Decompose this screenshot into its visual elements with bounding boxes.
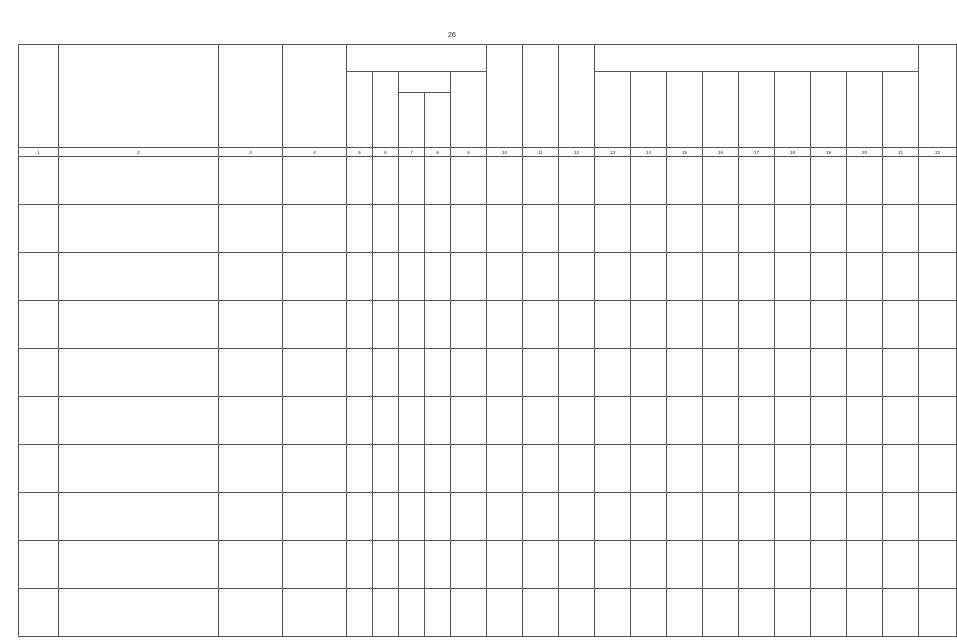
table-cell-col-19 (811, 541, 847, 589)
table-cell-col-7 (399, 253, 425, 301)
table-cell-col-19 (811, 349, 847, 397)
table-cell-col-17 (739, 541, 775, 589)
table-cell-col-9 (451, 349, 487, 397)
table-cell-col-1 (19, 397, 59, 445)
table-cell-col-20 (847, 253, 883, 301)
table-cell-col-20 (847, 349, 883, 397)
table-body (19, 157, 957, 637)
table-cell-col-6 (373, 589, 399, 637)
table-cell-col-20 (847, 157, 883, 205)
column-number-5: 5 (347, 148, 373, 157)
table-cell-col-9 (451, 301, 487, 349)
table-cell-col-15 (667, 205, 703, 253)
table-cell-col-18 (775, 541, 811, 589)
table-cell-col-7 (399, 301, 425, 349)
table-cell-col-5 (347, 205, 373, 253)
table-cell-col-8 (425, 541, 451, 589)
table-cell-col-8 (425, 349, 451, 397)
table-cell-col-11 (523, 589, 559, 637)
table-cell-col-4 (283, 397, 347, 445)
table-cell-col-15 (667, 349, 703, 397)
table-cell-col-13 (595, 445, 631, 493)
table-row (19, 301, 957, 349)
header-subgroup (399, 72, 451, 93)
table-cell-col-6 (373, 205, 399, 253)
table-cell-col-18 (775, 157, 811, 205)
table-cell-col-20 (847, 589, 883, 637)
table-cell-col-8 (425, 157, 451, 205)
table-cell-col-14 (631, 493, 667, 541)
table-cell-col-19 (811, 301, 847, 349)
table-cell-col-12 (559, 349, 595, 397)
table-cell-col-9 (451, 445, 487, 493)
table-cell-col-1 (19, 445, 59, 493)
column-number-11: 11 (523, 148, 559, 157)
table-cell-col-10 (487, 493, 523, 541)
table-cell-col-1 (19, 349, 59, 397)
table-cell-col-22 (919, 349, 957, 397)
column-number-21: 21 (883, 148, 919, 157)
table-cell-col-10 (487, 541, 523, 589)
table-cell-col-22 (919, 541, 957, 589)
table-cell-col-12 (559, 445, 595, 493)
header-cell-19 (811, 72, 847, 148)
table-cell-col-2 (59, 349, 219, 397)
column-number-8: 8 (425, 148, 451, 157)
investment-program-table (18, 44, 957, 637)
table-cell-col-21 (883, 541, 919, 589)
table-cell-col-3 (219, 301, 283, 349)
table-cell-col-10 (487, 301, 523, 349)
header-cell-5 (347, 72, 373, 148)
table-cell-col-22 (919, 493, 957, 541)
table-cell-col-3 (219, 541, 283, 589)
column-number-18: 18 (775, 148, 811, 157)
table-cell-col-14 (631, 397, 667, 445)
table-cell-col-21 (883, 157, 919, 205)
table-cell-col-12 (559, 589, 595, 637)
column-number-15: 15 (667, 148, 703, 157)
table-cell-col-15 (667, 253, 703, 301)
table-cell-col-3 (219, 349, 283, 397)
table-cell-col-15 (667, 301, 703, 349)
table-cell-col-13 (595, 205, 631, 253)
header-cell-20 (847, 72, 883, 148)
table-cell-col-2 (59, 493, 219, 541)
table-cell-col-1 (19, 493, 59, 541)
table-cell-col-17 (739, 397, 775, 445)
table-cell-col-13 (595, 301, 631, 349)
table-cell-col-10 (487, 205, 523, 253)
table-cell-col-17 (739, 445, 775, 493)
header-cell-4 (283, 45, 347, 148)
table-cell-col-10 (487, 157, 523, 205)
table-cell-col-11 (523, 205, 559, 253)
table-cell-col-6 (373, 301, 399, 349)
table-row (19, 397, 957, 445)
header-cell-11 (523, 45, 559, 148)
table-cell-col-16 (703, 301, 739, 349)
table-row (19, 589, 957, 637)
header-cell-7 (399, 93, 425, 148)
table-cell-col-18 (775, 205, 811, 253)
table-cell-col-18 (775, 349, 811, 397)
table-cell-col-9 (451, 253, 487, 301)
column-number-22: 22 (919, 148, 957, 157)
table-cell-col-22 (919, 253, 957, 301)
table-cell-col-6 (373, 445, 399, 493)
table-cell-col-1 (19, 589, 59, 637)
table-cell-col-19 (811, 157, 847, 205)
column-number-3: 3 (219, 148, 283, 157)
column-number-12: 12 (559, 148, 595, 157)
table-cell-col-17 (739, 253, 775, 301)
table-cell-col-14 (631, 253, 667, 301)
column-number-17: 17 (739, 148, 775, 157)
table-cell-col-3 (219, 205, 283, 253)
table-cell-col-6 (373, 349, 399, 397)
table-cell-col-14 (631, 301, 667, 349)
table-cell-col-2 (59, 205, 219, 253)
table-cell-col-5 (347, 301, 373, 349)
column-number-20: 20 (847, 148, 883, 157)
table-cell-col-1 (19, 541, 59, 589)
header-cell-12 (559, 45, 595, 148)
table-cell-col-18 (775, 493, 811, 541)
table-cell-col-17 (739, 157, 775, 205)
table-cell-col-6 (373, 541, 399, 589)
table-cell-col-15 (667, 397, 703, 445)
table-cell-col-7 (399, 493, 425, 541)
table-cell-col-18 (775, 397, 811, 445)
table-cell-col-16 (703, 205, 739, 253)
column-number-2: 2 (59, 148, 219, 157)
table-row (19, 205, 957, 253)
table-cell-col-4 (283, 157, 347, 205)
header-cell-21 (883, 72, 919, 148)
column-number-4: 4 (283, 148, 347, 157)
table-cell-col-5 (347, 589, 373, 637)
table-cell-col-15 (667, 589, 703, 637)
table-cell-col-13 (595, 397, 631, 445)
table-cell-col-8 (425, 493, 451, 541)
column-number-19: 19 (811, 148, 847, 157)
table-row (19, 445, 957, 493)
table-cell-col-4 (283, 301, 347, 349)
table-cell-col-16 (703, 397, 739, 445)
column-number-9: 9 (451, 148, 487, 157)
table-cell-col-2 (59, 445, 219, 493)
table-cell-col-2 (59, 541, 219, 589)
table-cell-col-6 (373, 397, 399, 445)
table-cell-col-17 (739, 301, 775, 349)
table-cell-col-4 (283, 541, 347, 589)
table-cell-col-2 (59, 157, 219, 205)
table-cell-col-3 (219, 397, 283, 445)
table-cell-col-4 (283, 205, 347, 253)
table-cell-col-21 (883, 589, 919, 637)
table-cell-col-11 (523, 445, 559, 493)
header-cell-8 (425, 93, 451, 148)
table-cell-col-16 (703, 493, 739, 541)
table-cell-col-8 (425, 253, 451, 301)
table-cell-col-2 (59, 589, 219, 637)
header-group-financing (595, 45, 919, 72)
table-cell-col-14 (631, 445, 667, 493)
table-cell-col-10 (487, 445, 523, 493)
table-cell-col-6 (373, 493, 399, 541)
table-row (19, 493, 957, 541)
table-cell-col-22 (919, 205, 957, 253)
header-group-technical (347, 45, 487, 72)
table-cell-col-12 (559, 541, 595, 589)
table-cell-col-14 (631, 157, 667, 205)
table-cell-col-17 (739, 205, 775, 253)
table-cell-col-12 (559, 205, 595, 253)
table-cell-col-21 (883, 397, 919, 445)
table-cell-col-16 (703, 589, 739, 637)
header-cell-6 (373, 72, 399, 148)
header-cell-22 (919, 45, 957, 148)
table-cell-col-21 (883, 349, 919, 397)
table-row (19, 253, 957, 301)
table-cell-col-7 (399, 589, 425, 637)
header-cell-16 (703, 72, 739, 148)
table-cell-col-1 (19, 301, 59, 349)
table-cell-col-13 (595, 493, 631, 541)
table-cell-col-5 (347, 349, 373, 397)
table-cell-col-9 (451, 589, 487, 637)
table-cell-col-22 (919, 589, 957, 637)
table-cell-col-20 (847, 541, 883, 589)
table-cell-col-22 (919, 445, 957, 493)
header-cell-14 (631, 72, 667, 148)
table-cell-col-8 (425, 301, 451, 349)
table-cell-col-2 (59, 301, 219, 349)
table-cell-col-20 (847, 445, 883, 493)
table-cell-col-18 (775, 589, 811, 637)
table-cell-col-13 (595, 253, 631, 301)
table-cell-col-10 (487, 397, 523, 445)
column-number-6: 6 (373, 148, 399, 157)
page-number: 26 (448, 32, 456, 39)
table-cell-col-22 (919, 301, 957, 349)
column-number-13: 13 (595, 148, 631, 157)
table-cell-col-15 (667, 157, 703, 205)
table-cell-col-16 (703, 253, 739, 301)
table-cell-col-18 (775, 445, 811, 493)
table-cell-col-4 (283, 589, 347, 637)
table-cell-col-20 (847, 493, 883, 541)
header-cell-10 (487, 45, 523, 148)
table-cell-col-5 (347, 493, 373, 541)
table-cell-col-19 (811, 445, 847, 493)
table-cell-col-11 (523, 253, 559, 301)
table-cell-col-2 (59, 253, 219, 301)
header-cell-3 (219, 45, 283, 148)
table-cell-col-16 (703, 445, 739, 493)
header-cell-17 (739, 72, 775, 148)
table-cell-col-12 (559, 253, 595, 301)
table-cell-col-4 (283, 253, 347, 301)
table-cell-col-5 (347, 157, 373, 205)
table-cell-col-5 (347, 541, 373, 589)
column-number-14: 14 (631, 148, 667, 157)
table-cell-col-3 (219, 493, 283, 541)
header-cell-9 (451, 72, 487, 148)
table-cell-col-20 (847, 301, 883, 349)
header-cell-18 (775, 72, 811, 148)
table-cell-col-5 (347, 397, 373, 445)
table-cell-col-19 (811, 589, 847, 637)
table-cell-col-15 (667, 541, 703, 589)
table-cell-col-11 (523, 493, 559, 541)
table-cell-col-14 (631, 589, 667, 637)
table-cell-col-12 (559, 493, 595, 541)
table-cell-col-16 (703, 541, 739, 589)
table-cell-col-15 (667, 445, 703, 493)
table-cell-col-12 (559, 397, 595, 445)
table-cell-col-5 (347, 253, 373, 301)
header-cell-2 (59, 45, 219, 148)
column-number-7: 7 (399, 148, 425, 157)
table-cell-col-10 (487, 349, 523, 397)
table-cell-col-11 (523, 157, 559, 205)
table-cell-col-20 (847, 397, 883, 445)
table-cell-col-12 (559, 301, 595, 349)
table-cell-col-18 (775, 301, 811, 349)
table-cell-col-3 (219, 253, 283, 301)
table-cell-col-13 (595, 157, 631, 205)
table-cell-col-9 (451, 493, 487, 541)
table-cell-col-21 (883, 493, 919, 541)
table-cell-col-13 (595, 589, 631, 637)
table-cell-col-17 (739, 589, 775, 637)
header-cell-15 (667, 72, 703, 148)
table-cell-col-7 (399, 445, 425, 493)
table-cell-col-4 (283, 349, 347, 397)
table-cell-col-17 (739, 493, 775, 541)
table-cell-col-9 (451, 541, 487, 589)
table-cell-col-7 (399, 397, 425, 445)
table-cell-col-4 (283, 445, 347, 493)
table-cell-col-10 (487, 589, 523, 637)
column-number-row (19, 148, 957, 157)
table-cell-col-21 (883, 445, 919, 493)
table-cell-col-17 (739, 349, 775, 397)
table-cell-col-19 (811, 397, 847, 445)
table-row (19, 157, 957, 205)
table-cell-col-11 (523, 541, 559, 589)
table-cell-col-5 (347, 445, 373, 493)
header-cell-1 (19, 45, 59, 148)
table-cell-col-12 (559, 157, 595, 205)
table-cell-col-16 (703, 157, 739, 205)
table-cell-col-19 (811, 205, 847, 253)
table-cell-col-15 (667, 493, 703, 541)
table-cell-col-21 (883, 301, 919, 349)
table-cell-col-22 (919, 397, 957, 445)
table-cell-col-22 (919, 157, 957, 205)
table-cell-col-13 (595, 541, 631, 589)
column-number-1: 1 (19, 148, 59, 157)
table-cell-col-21 (883, 205, 919, 253)
table-cell-col-19 (811, 253, 847, 301)
header-cell-13 (595, 72, 631, 148)
table-cell-col-2 (59, 397, 219, 445)
table-cell-col-10 (487, 253, 523, 301)
table-cell-col-11 (523, 349, 559, 397)
table-cell-col-7 (399, 205, 425, 253)
table-row (19, 349, 957, 397)
table-cell-col-1 (19, 205, 59, 253)
table-cell-col-9 (451, 205, 487, 253)
table-cell-col-8 (425, 397, 451, 445)
table-cell-col-11 (523, 301, 559, 349)
table-cell-col-9 (451, 397, 487, 445)
table-cell-col-7 (399, 541, 425, 589)
table-cell-col-13 (595, 349, 631, 397)
column-number-16: 16 (703, 148, 739, 157)
table-row (19, 541, 957, 589)
table-cell-col-1 (19, 253, 59, 301)
table-cell-col-6 (373, 253, 399, 301)
table-cell-col-3 (219, 157, 283, 205)
table-cell-col-8 (425, 205, 451, 253)
table-cell-col-6 (373, 157, 399, 205)
table-cell-col-8 (425, 589, 451, 637)
table-cell-col-8 (425, 445, 451, 493)
table-cell-col-14 (631, 349, 667, 397)
table-cell-col-14 (631, 205, 667, 253)
table-cell-col-20 (847, 205, 883, 253)
table-cell-col-18 (775, 253, 811, 301)
column-number-10: 10 (487, 148, 523, 157)
table-cell-col-3 (219, 445, 283, 493)
table-cell-col-7 (399, 349, 425, 397)
table-cell-col-9 (451, 157, 487, 205)
table-cell-col-21 (883, 253, 919, 301)
table-cell-col-1 (19, 157, 59, 205)
table-cell-col-16 (703, 349, 739, 397)
table-cell-col-4 (283, 493, 347, 541)
table-cell-col-19 (811, 493, 847, 541)
table-cell-col-11 (523, 397, 559, 445)
table-cell-col-7 (399, 157, 425, 205)
table-cell-col-3 (219, 589, 283, 637)
table-cell-col-14 (631, 541, 667, 589)
